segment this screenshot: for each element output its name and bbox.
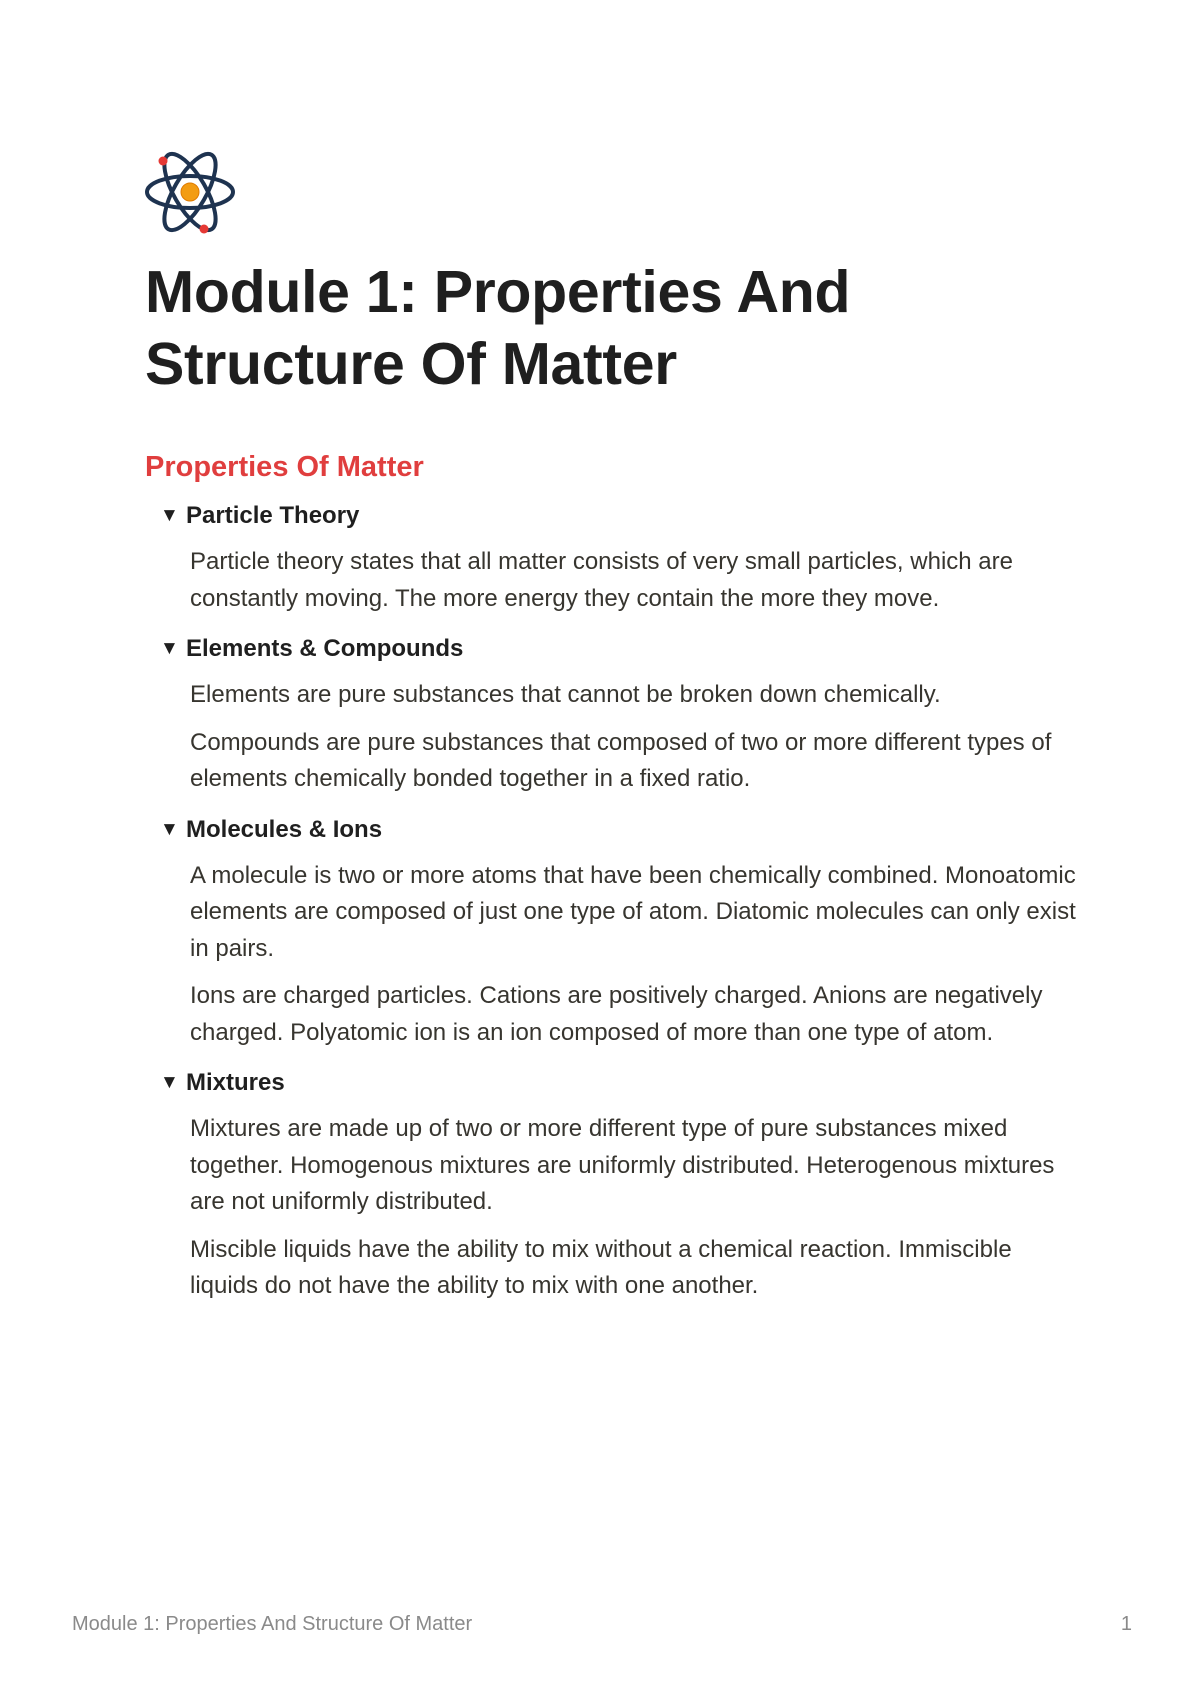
toggle-list: [160, 498, 1080, 1319]
paragraph: A molecule is two or more atoms that have been chemically combined. Monoatomic elements are composed of just one type of atom. Diatomic molecules can only exist in pairs.: [190, 861, 1076, 962]
toggle-header[interactable]: [160, 631, 1080, 667]
toggle-header[interactable]: [160, 1065, 1080, 1101]
toggle-content: [160, 667, 1080, 798]
paragraph: Elements are pure substances that cannot be broken down chemically.: [190, 681, 941, 708]
toggle-title: Mixtures: [186, 1069, 285, 1096]
section-heading: Properties Of Matter: [145, 451, 424, 483]
paragraph: Ions are charged particles. Cations are positively charged. Anions are negatively charged. Polyatomic ion is an ion composed of more than one type of atom.: [190, 982, 1043, 1046]
paragraph: Compounds are pure substances that composed of two or more different types of elements chemically bonded together in a fixed ratio.: [190, 728, 1052, 792]
toggle-block-mixtures: [160, 1065, 1080, 1305]
toggle-block-particle-theory: [160, 498, 1080, 617]
footer-title: Module 1: Properties And Structure Of Matter: [72, 1613, 473, 1635]
triangle-down-icon[interactable]: ▼: [160, 505, 179, 526]
page-title: Module 1: Properties And Structure Of Matter: [145, 259, 851, 397]
paragraph: Particle theory states that all matter consists of very small particles, which are constantly moving. The more energy they contain the more they move.: [190, 548, 1013, 612]
toggle-block-molecules-ions: [160, 812, 1080, 1052]
triangle-down-icon[interactable]: ▼: [160, 638, 179, 659]
toggle-content: [160, 534, 1080, 617]
triangle-down-icon[interactable]: ▼: [160, 1072, 179, 1093]
atom-icon: [144, 146, 236, 238]
toggle-content: [160, 848, 1080, 1052]
toggle-header[interactable]: [160, 812, 1080, 848]
toggle-header[interactable]: [160, 498, 1080, 534]
toggle-title: Molecules & Ions: [186, 815, 383, 843]
toggle-block-elements-compounds: [160, 631, 1080, 798]
paragraph: Miscible liquids have the ability to mix without a chemical reaction. Immiscible liquids do not have the ability to mix with one another.: [190, 1235, 1012, 1299]
toggle-title: Elements & Compounds: [186, 635, 464, 662]
toggle-title: Particle Theory: [186, 502, 360, 529]
paragraph: Mixtures are made up of two or more different type of pure substances mixed together. Homogenous mixtures are uniformly distributed. Heterogenous mixtures are not uniformly distributed.: [190, 1115, 1055, 1215]
triangle-down-icon[interactable]: ▼: [160, 818, 179, 840]
toggle-content: [160, 1101, 1080, 1305]
page-number: 1: [1120, 1613, 1132, 1635]
